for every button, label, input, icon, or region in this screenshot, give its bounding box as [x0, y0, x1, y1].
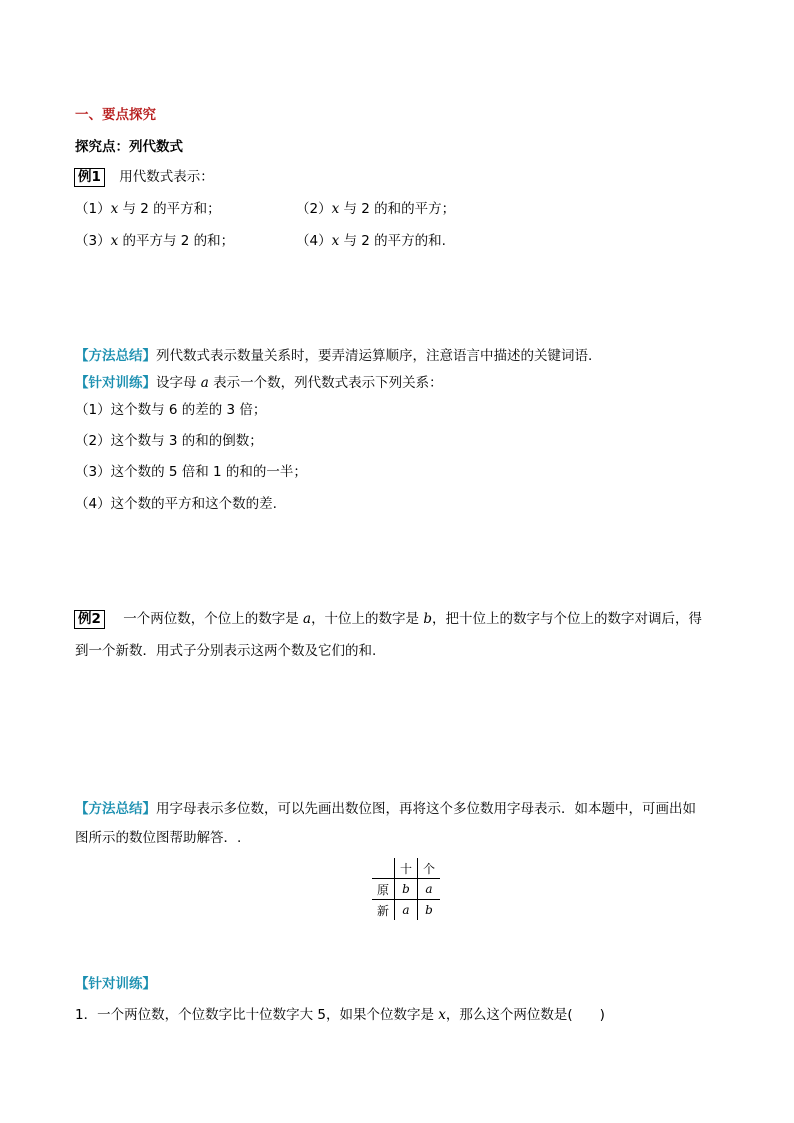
training-2-question-1: 1．一个两位数，个位数字比十位数字大 5，如果个位数字是 x，那么这个两位数是( ): [75, 1007, 605, 1023]
table-corner: [372, 858, 395, 879]
example-1-item-2: （2）x 与 2 的和的平方；: [296, 201, 456, 217]
tens-cell: b: [395, 879, 418, 900]
example-1-item-4: （4）x 与 2 的平方的和.: [296, 233, 446, 249]
example-1-item-1: （1）x 与 2 的平方和；: [75, 201, 221, 217]
training-1-item-3: （3）这个数的 5 倍和 1 的和的一半；: [75, 464, 307, 480]
table-row: [372, 900, 440, 921]
row-label: 原: [372, 879, 395, 900]
table-row: [372, 879, 440, 900]
example-1-label: 例1: [74, 168, 105, 187]
row-label: 新: [372, 900, 395, 921]
digit-place-table: [372, 858, 440, 920]
ones-header: 个: [418, 858, 441, 879]
ones-cell: b: [418, 900, 441, 921]
method-summary-2-line-2: 图所示的数位图帮助解答．.: [75, 830, 242, 846]
subsection-heading: 探究点：列代数式: [75, 139, 183, 155]
tens-header: 十: [395, 858, 418, 879]
ones-cell: a: [418, 879, 441, 900]
method-summary-2-line-1: 【方法总结】用字母表示多位数，可以先画出数位图，再将这个多位数用字母表示．如本题中，可画出如: [75, 801, 696, 817]
method-summary-tag: 【方法总结】: [75, 348, 156, 364]
example-1-prompt: 用代数式表示：: [119, 169, 214, 185]
tens-cell: a: [395, 900, 418, 921]
training-2-tag: 【针对训练】: [75, 976, 156, 992]
training-tag: 【针对训练】: [75, 375, 156, 391]
method-summary-text: 列代数式表示数量关系时，要弄清运算顺序，注意语言中描述的关键词语.: [156, 348, 593, 364]
example-2-line-2: 到一个新数．用式子分别表示这两个数及它们的和.: [75, 643, 377, 659]
training-1-intro: 【针对训练】设字母 a 表示一个数，列代数式表示下列关系：: [75, 375, 443, 391]
example-1-header: [74, 165, 214, 187]
training-1-item-2: （2）这个数与 3 的和的倒数；: [75, 433, 263, 449]
example-1-item-3: （3）x 的平方与 2 的和；: [75, 233, 235, 249]
table-row: [372, 858, 440, 879]
method-summary-tag: 【方法总结】: [75, 801, 156, 817]
example-2-label: 例2: [74, 610, 105, 629]
section-heading: 一、要点探究: [75, 107, 156, 123]
example-2-line-1: 例2 一个两位数，个位上的数字是 a，十位上的数字是 b，把十位上的数字与个位上的数字对调后，得: [74, 607, 702, 629]
training-1-item-4: （4）这个数的平方和这个数的差.: [75, 496, 277, 512]
method-summary-1: [75, 344, 592, 364]
training-1-item-1: （1）这个数与 6 的差的 3 倍；: [75, 402, 267, 418]
